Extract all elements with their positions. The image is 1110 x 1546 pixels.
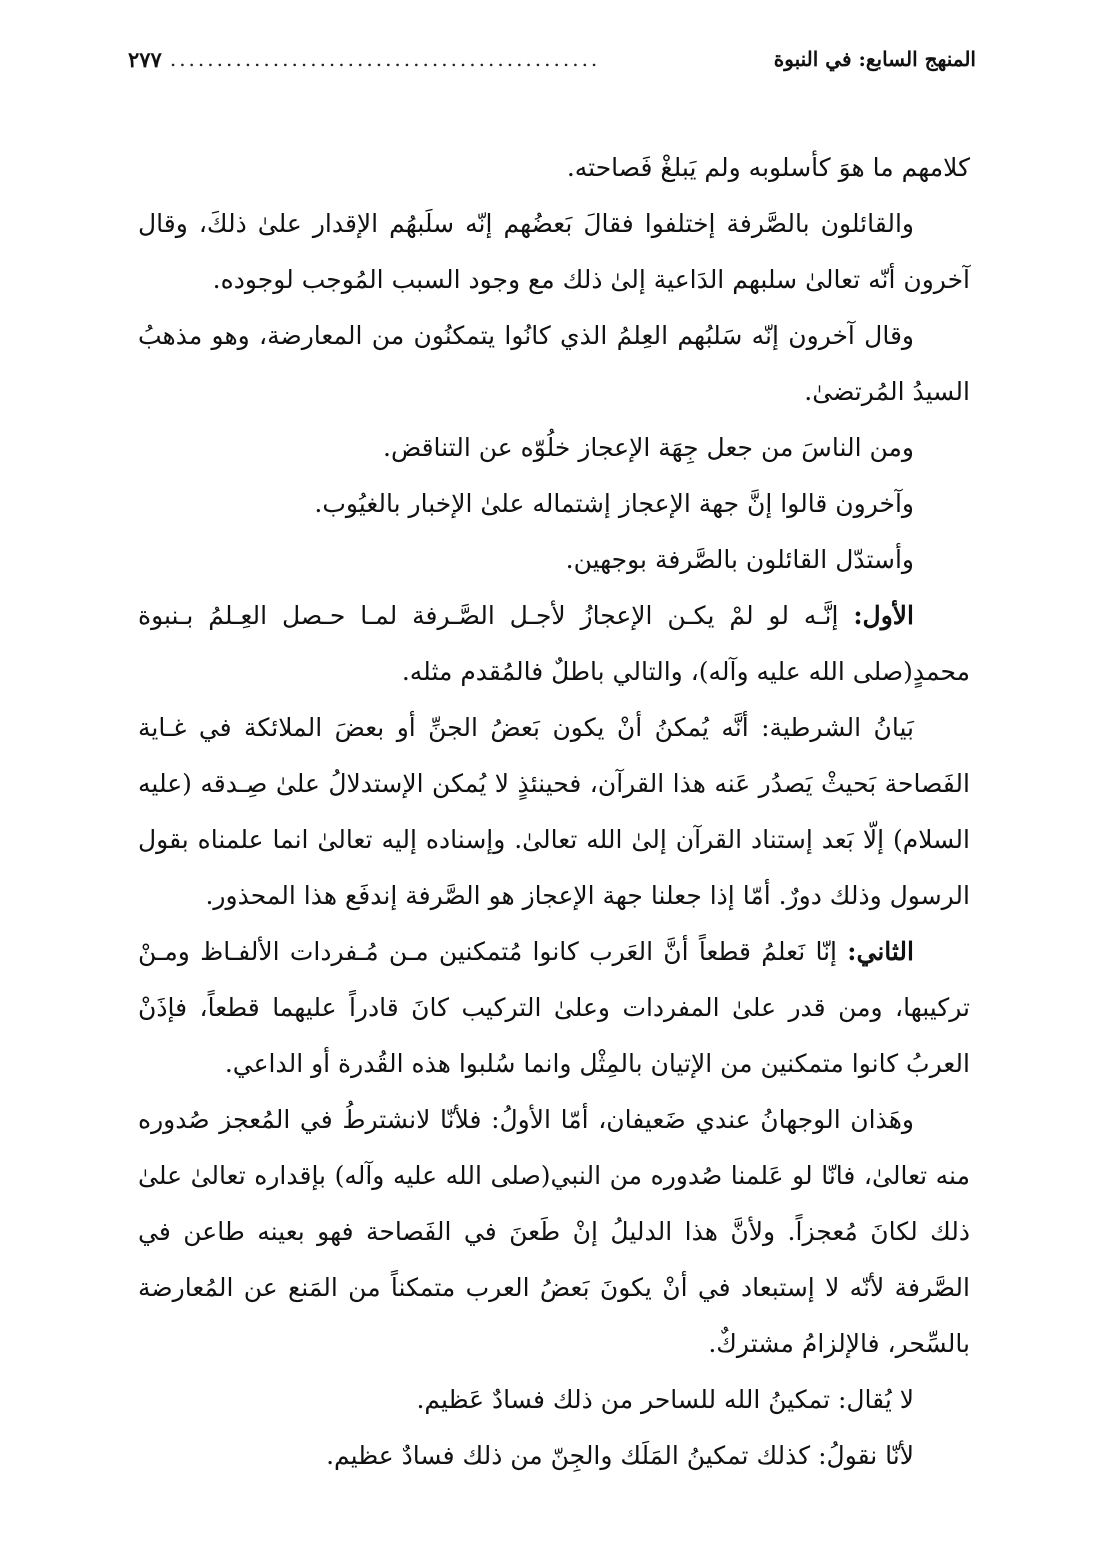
paragraph-10: وهَذان الوجهانُ عندي ضَعيفان، أمّا الأولُ: فلأنّا لانشترطُ في المُعجز صُدوره منه تعالىٰ، فانّا لو عَلمنا صُدوره من النبي(صلى الله عليه وآله) بإقداره تعالىٰ علىٰ ذلك لكانَ مُعجزاً. ولأنَّ هذا الدليلُ إنْ طَعنَ في الفَصاحة فهو بعينه طاعن في الصَّرفة لأنّه لا إستبعاد في أنْ يكونَ بَعضُ العرب متمكناً من المَنع عن المُعارضة بالسِّحر، فالإلزامُ مشتركٌ. [138, 1105, 970, 1358]
paragraph-3: وقال آخرون إنّه سَلبُهم العِلمُ الذي كانُوا يتمكنُون من المعارضة، وهو مذهبُ السيدُ المُرتضىٰ. [138, 321, 970, 406]
paragraph-12: لأنّا نقولُ: كذلك تمكينُ المَلَك والجِنّ من ذلك فسادٌ عظيم. [326, 1441, 914, 1470]
running-header [128, 42, 976, 76]
page-number: ٢٧٧ [128, 46, 162, 72]
paragraph-lead: الثاني: [847, 937, 914, 966]
paragraph-5: وآخرون قالوا إنَّ جهة الإعجاز إشتماله علىٰ الإخبار بالغيُوب. [314, 489, 914, 518]
leader-dots: .............................................. [169, 47, 601, 71]
paragraph-11: لا يُقال: تمكينُ الله للساحر من ذلك فسادٌ عَظيم. [416, 1385, 914, 1414]
body-text [138, 140, 970, 1484]
paragraph-1: كلامهم ما هوَ كأسلوبه ولم يَبلغْ فَصاحته. [566, 153, 970, 182]
paragraph-2: والقائلون بالصَّرفة إختلفوا فقالَ بَعضُهم إنّه سلَبهُم الإقدار علىٰ ذلكَ، وقال آخرون أنّه تعالىٰ سلبهم الدَاعية إلىٰ ذلك مع وجود السبب المُوجب لوجوده. [138, 209, 970, 294]
paragraph-7: الأول: إنَّـه لو لمْ يكـن الإعجازُ لأجـل الصَّـرفة لمـا حـصل العِـلمُ بـنبوة محمدٍ(صلى الله عليه وآله)، والتالي باطلٌ فالمُقدم مثله. [138, 601, 970, 686]
paragraph-9: الثاني: إنّا نَعلمُ قطعاً أنَّ العَرب كانوا مُتمكنين مـن مُـفردات الألفـاظ ومـنْ تركيبها، ومن قدر علىٰ المفردات وعلىٰ التركيب كانَ قادراً عليهما قطعاً، فإذَنْ العربُ كانوا متمكنين من الإتيان بالمِثْل وانما سُلبوا هذه القُدرة أو الداعي. [138, 937, 970, 1078]
paragraph-8: بَيانُ الشرطية: أنَّه يُمكنُ أنْ يكون بَعضُ الجنِّ أو بعضَ الملائكة في غـاية الفَصاحة بَحيثْ يَصدُر عَنه هذا القرآن، فحينئذٍ لا يُمكن الإستدلالُ علىٰ صِـدقه (عليه السلام) إلّا بَعد إستناد القرآن إلىٰ الله تعالىٰ. وإسناده إليه تعالىٰ انما علمناه بقول الرسول وذلك دورٌ. أمّا إذا جعلنا جهة الإعجاز هو الصَّرفة إندفَع هذا المحذور. [138, 713, 970, 910]
chapter-title: المنهج السابع: في النبوة [773, 47, 976, 71]
paragraph-6: وأستدّل القائلون بالصَّرفة بوجهين. [565, 545, 914, 574]
paragraph-4: ومن الناسَ من جعل جِهَة الإعجاز خلُوّه عن التناقض. [383, 433, 914, 462]
paragraph-lead: الأول: [853, 601, 914, 630]
